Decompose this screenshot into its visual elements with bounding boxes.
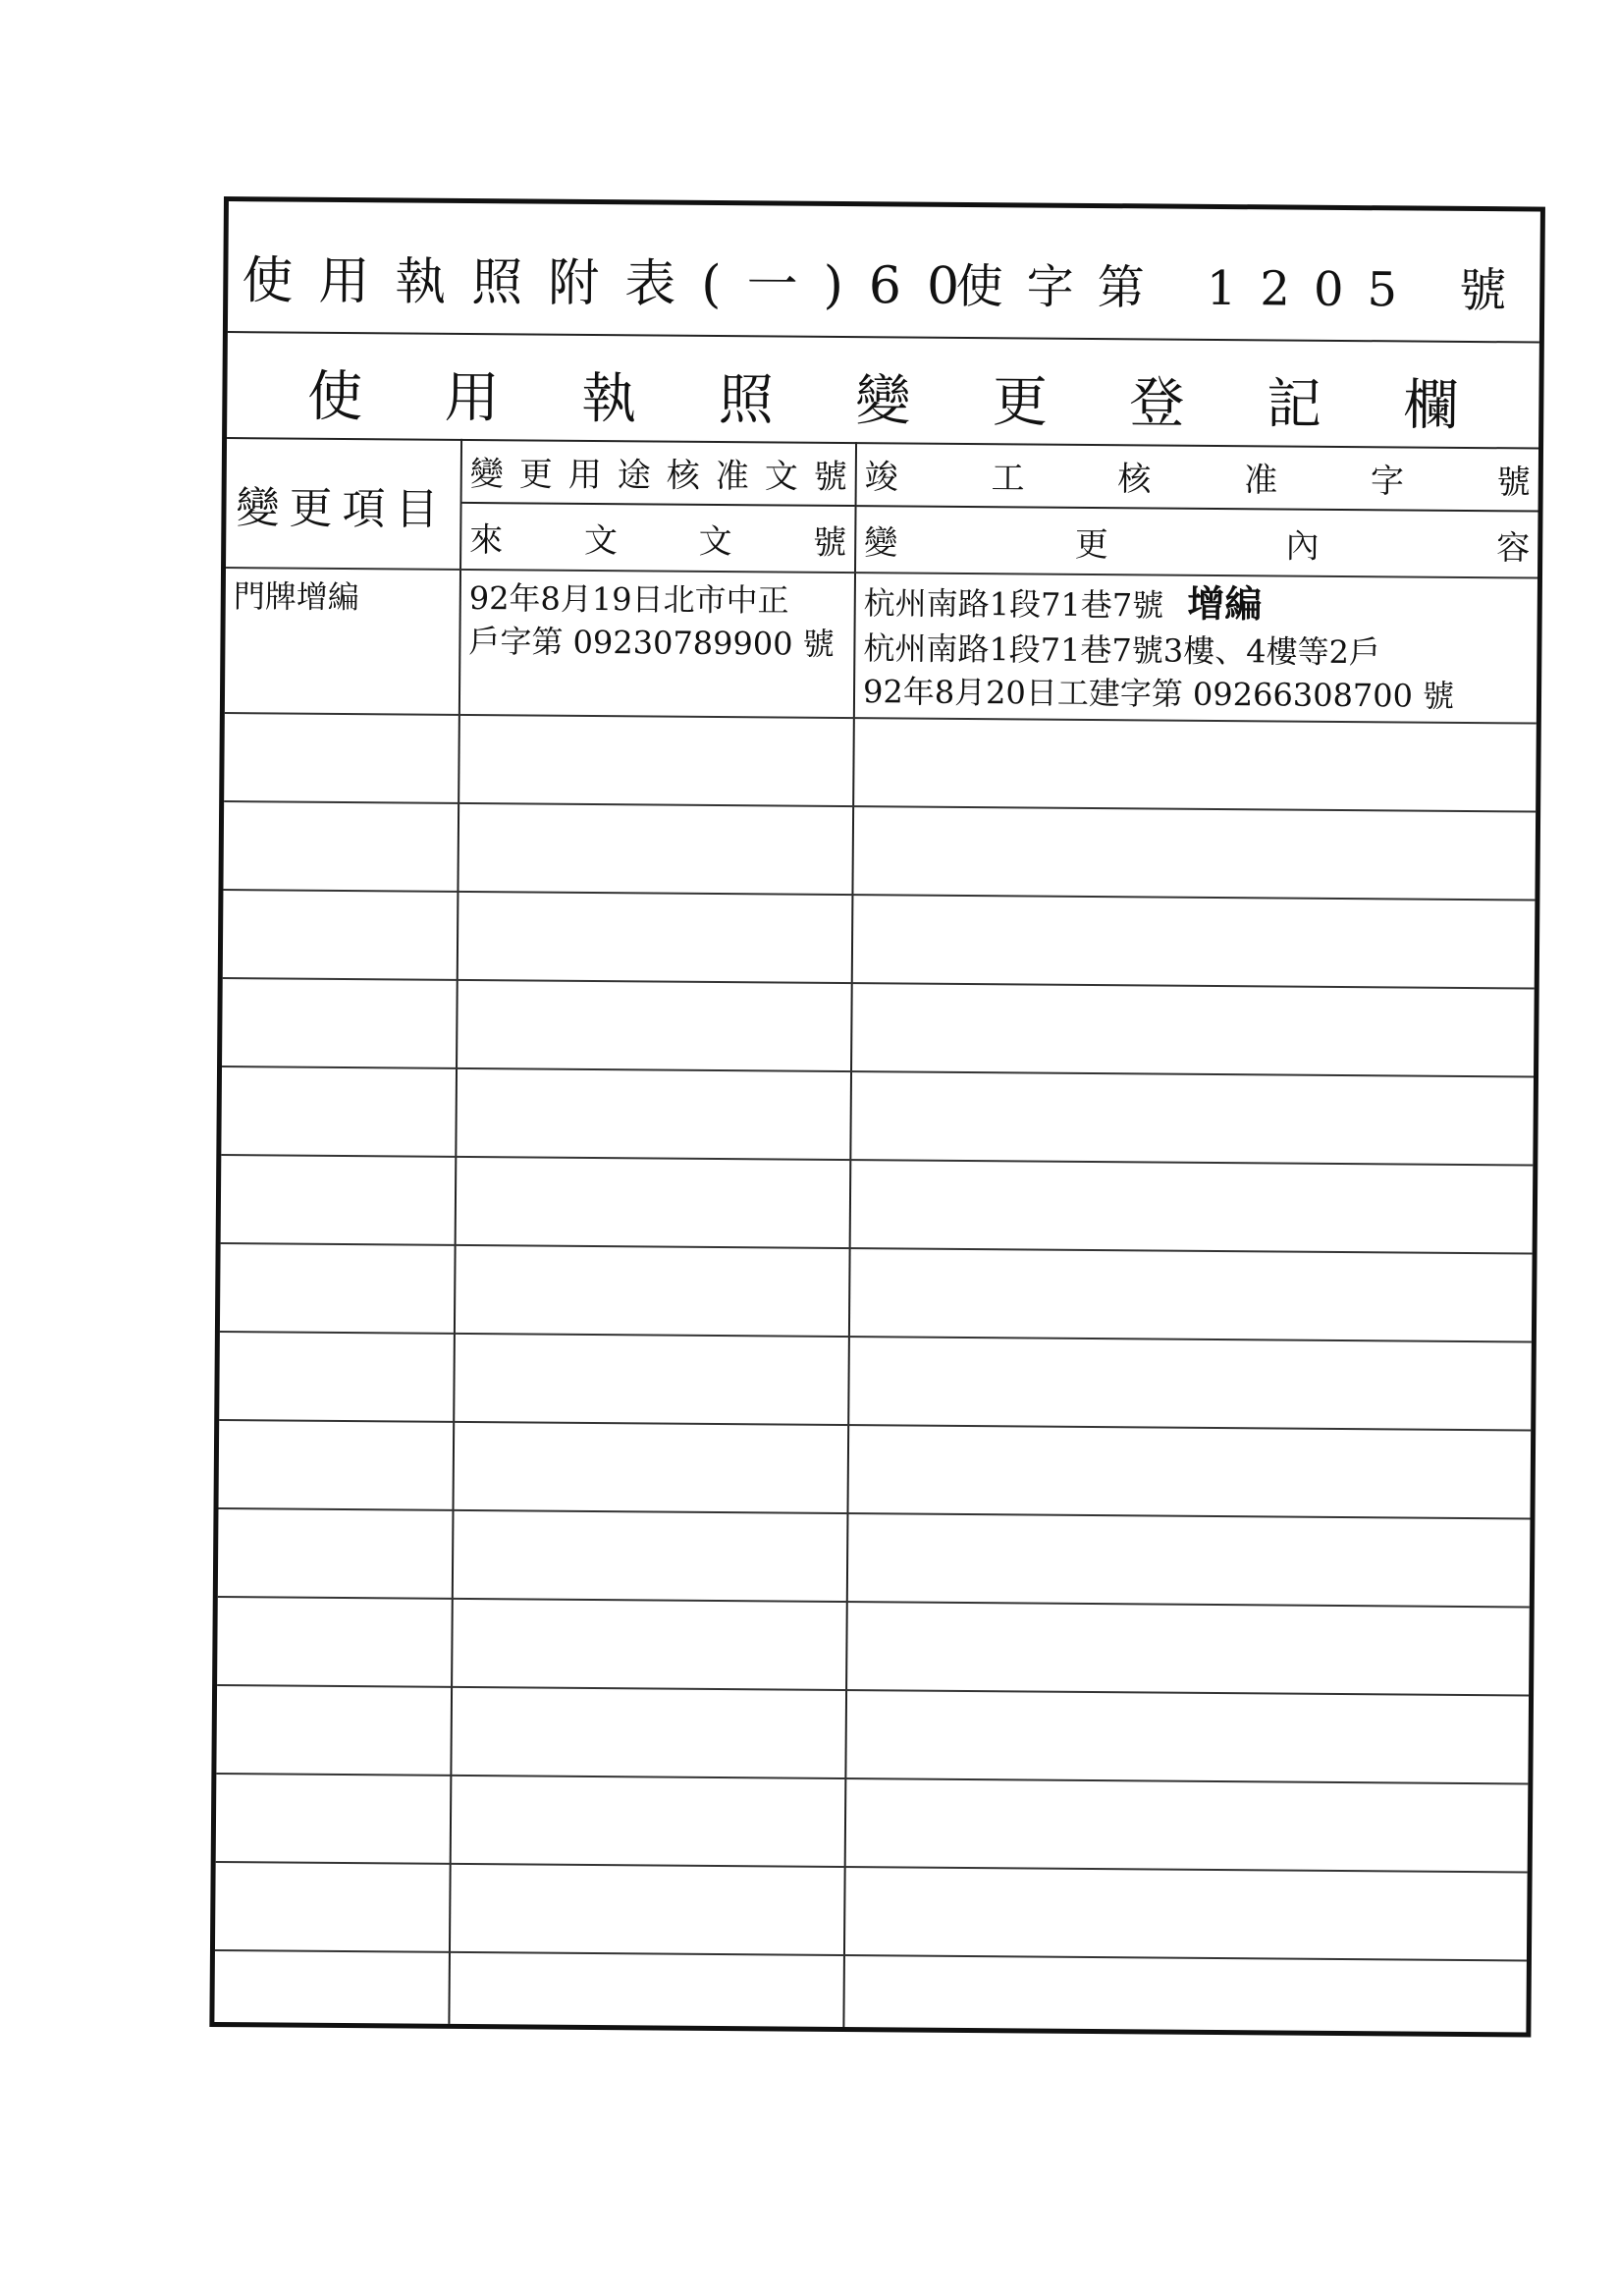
heading-char: 登: [1129, 371, 1185, 436]
approval-doc-line1: 92年8月19日北市中正: [468, 578, 789, 620]
addition-label: 增編: [1187, 581, 1263, 627]
header-char: 字: [1370, 461, 1405, 501]
row-divider: [218, 1596, 1530, 1608]
header-char: 准: [715, 456, 749, 496]
row-divider: [215, 1949, 1527, 1961]
header-char: 竣: [864, 457, 898, 497]
column-divider: [842, 442, 857, 2027]
change-content-line1: [864, 581, 1263, 626]
row-divider: [218, 1507, 1530, 1519]
header-char: 更: [1074, 524, 1109, 565]
header-char: 工: [991, 458, 1025, 498]
license-form: [209, 196, 1545, 2038]
row-divider: [223, 889, 1535, 901]
header-char: 核: [1117, 459, 1152, 499]
change-content-line3: 92年8月20日工建字第 09266308700 號: [862, 673, 1455, 715]
header-char: 變: [864, 522, 898, 563]
heading-char: 照: [718, 367, 775, 433]
heading-char: 使: [306, 364, 363, 430]
row-divider: [222, 1066, 1534, 1077]
header-char: 核: [666, 456, 700, 496]
header-char: 號: [813, 522, 847, 563]
heading-char: 用: [444, 365, 500, 431]
header-approval-no: [462, 439, 856, 507]
row-divider: [223, 977, 1535, 989]
header-char: 更: [518, 454, 553, 495]
header-completion-no: [857, 442, 1538, 512]
row-divider: [217, 1684, 1529, 1696]
row-divider: [221, 1154, 1533, 1166]
header-char: 文: [583, 520, 619, 561]
heading-char: 欄: [1403, 373, 1459, 438]
form-title: 使用執照附表(一)60: [242, 251, 986, 317]
section-heading: [227, 353, 1539, 441]
row-divider: [216, 1861, 1528, 1873]
row-divider: [216, 1773, 1528, 1784]
row-divider: [221, 1242, 1533, 1254]
change-content-line2: 杭州南路1段71巷7號3樓、4樓等2戶: [863, 629, 1381, 672]
heading-char: 記: [1266, 372, 1322, 437]
header-char: 文: [698, 521, 732, 562]
change-item-cell: 門牌增編: [233, 577, 359, 617]
row-divider: [220, 1331, 1532, 1342]
row-divider: [219, 1419, 1531, 1431]
column-divider: [448, 439, 462, 2024]
header-char: 變: [469, 454, 504, 494]
title-row: [228, 201, 1540, 343]
heading-char: 更: [992, 370, 1049, 435]
permit-number: 使字第 1205 號: [955, 258, 1531, 319]
header-char: 號: [813, 457, 847, 497]
heading-row: [227, 331, 1539, 449]
header-change-item: 變更項目: [236, 483, 449, 535]
approval-doc-line2: 戶字第 09230789900 號: [468, 622, 835, 663]
header-char: 途: [617, 455, 651, 495]
header-char: 來: [469, 519, 504, 560]
row-divider: [224, 800, 1536, 812]
heading-char: 變: [855, 369, 911, 434]
address-text: 杭州南路1段71巷7號: [863, 584, 1164, 625]
header-char: 准: [1243, 460, 1278, 500]
header-change-content: [856, 507, 1537, 576]
header-char: 號: [1496, 462, 1531, 502]
header-char: 容: [1496, 527, 1531, 568]
header-incoming-no: [461, 504, 855, 572]
header-char: 內: [1285, 526, 1320, 567]
header-char: 用: [567, 455, 602, 495]
header-char: 文: [764, 456, 798, 497]
heading-char: 執: [580, 366, 637, 432]
